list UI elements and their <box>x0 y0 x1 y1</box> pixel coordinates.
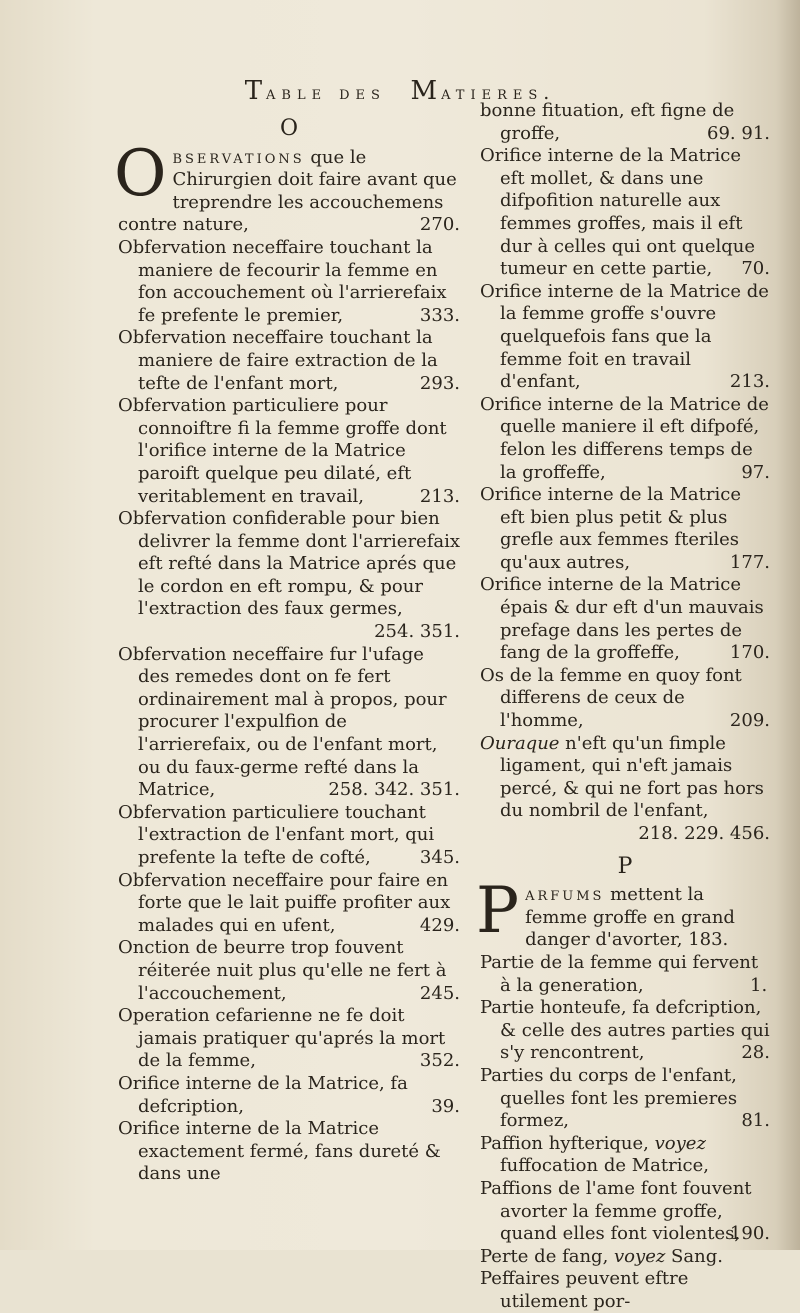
index-entry <box>480 1268 770 1313</box>
entry-page-ref: 245. <box>419 982 460 1004</box>
section-letter-o: O <box>279 116 299 141</box>
header-sc-1: able des <box>266 82 386 104</box>
entry-page-ref: 97. <box>741 461 770 483</box>
index-entry <box>118 870 460 938</box>
index-entry <box>480 997 770 1065</box>
entry-text: Partie honteufe, fa defcription, & celle des autres parties qui s'y rencontrent, <box>480 997 770 1064</box>
index-entry <box>480 1065 770 1133</box>
index-entry <box>480 665 770 733</box>
index-entry <box>118 237 460 327</box>
entry-text: Obfervation neceffaire fur l'ufage des remedes dont on fe fert ordinairement mal à propos, pour procurer l'expulfion de l'arrierefaix, ou de l'enfant mort, ou du faux-germe refté dans la Matrice, <box>118 643 447 801</box>
first-entry-p-sc: arfums <box>525 884 605 906</box>
index-entry <box>118 1118 460 1186</box>
entry-text: bonne fituation, eft figne de groffe, <box>480 100 735 144</box>
left-column <box>114 114 460 1186</box>
index-entry <box>118 1073 460 1118</box>
entry-page-ref: 69. 91. <box>707 122 770 144</box>
first-entry-p-text: mettent la femme groffe en grand danger d'avorter, <box>525 884 735 951</box>
entry-text: Operation cefarienne ne fe doit jamais pratiquer qu'aprés la mort de la femme, <box>118 1005 446 1072</box>
index-entry <box>118 802 460 870</box>
entry-text: Onction de beurre trop fouvent réiterée nuit plus qu'elle ne fert à l'accouchement, <box>118 937 447 1004</box>
first-entry-p <box>476 874 770 952</box>
index-entry <box>480 1133 770 1178</box>
entry-page-ref: 170. <box>729 642 770 664</box>
dropcap-o: O <box>114 136 167 211</box>
entry-text: Partie de la femme qui fervent à la generation, <box>480 951 759 996</box>
index-entry <box>118 1005 460 1073</box>
index-entry <box>480 281 770 394</box>
header-cap-2: M <box>410 76 442 106</box>
index-entry <box>480 394 770 484</box>
entry-text: Obfervation particuliere pour connoiftre fi la femme groffe dont l'orifice interne de la Matrice paroift quelque peu dilaté, eft veritablement en travail, <box>118 395 447 507</box>
index-entry <box>118 395 460 508</box>
left-entry-list <box>118 237 460 1186</box>
header-sc-2: atieres. <box>441 82 556 104</box>
index-entry: Partie de la femme qui fervent à la generation, 1. <box>480 951 768 996</box>
entry-page-ref: 254. 351. <box>374 621 460 643</box>
entry-page-ref: 28. <box>741 1042 770 1064</box>
section-letter-p: P <box>617 853 633 879</box>
index-entry <box>118 937 460 1005</box>
entry-text: Peffaires peuvent eftre utilement por- <box>480 1268 689 1312</box>
dropcap-p: P <box>476 874 520 949</box>
index-entry <box>480 145 770 281</box>
entry-page-ref: 345. <box>419 847 460 868</box>
entry-text: Obfervation neceffaire touchant la maniere de fecourir la femme en fon accouchement où l'arrierefaix fe prefente le premier, <box>118 236 447 326</box>
right-entry-list-p <box>480 952 770 1313</box>
entry-page-ref: 258. 342. 351. <box>328 779 460 801</box>
first-entry-sc: bservations <box>172 146 305 168</box>
entry-page-ref: 81. <box>741 1110 770 1132</box>
entry-text: Orifice interne de la Matrice de quelle maniere il eft difpofé, felon les differens temps de la groffeffe, <box>480 393 769 483</box>
right-entry-list-o <box>480 100 770 846</box>
index-entry <box>118 508 460 644</box>
entry-text: fuffocation de Matrice, <box>500 1155 709 1177</box>
entry-page-ref: 70. <box>741 258 770 280</box>
entry-page-ref: 429. <box>419 914 460 936</box>
entry-text: Orifice interne de la Matrice, fa defcription, <box>118 1072 408 1117</box>
index-entry <box>118 327 460 395</box>
entry-text: Obfervation confiderable pour bien delivrer la femme dont l'arrierefaix eft refté dans la Matrice aprés que le cordon en eft rompu, & pour l'extraction des faux germes, <box>118 508 460 620</box>
first-entry-page: 270. <box>419 214 460 236</box>
index-entry <box>480 1178 770 1246</box>
first-entry-text: que le Chirurgien doit faire avant que treprendre les accouchemens contre nature, <box>118 146 457 236</box>
first-entry-o <box>114 136 460 237</box>
entry-text: n'eft qu'un fimple ligament, qui n'eft jamais percé, & qui ne fort pas hors du nombril de l'enfant, <box>500 732 764 822</box>
index-entry <box>480 1246 770 1269</box>
entry-page-ref: 213. <box>729 371 770 393</box>
index-entry <box>118 644 460 802</box>
index-entry <box>480 733 770 846</box>
entry-page-ref: 293. <box>419 372 460 394</box>
entry-page-ref: 352. <box>419 1050 460 1072</box>
entry-text: Obfervation particuliere touchant l'extraction de l'enfant mort, qui prefente la tefte de cofté, <box>118 801 435 868</box>
entry-text: Orifice interne de la Matrice épais & dur eft d'un mauvais prefage dans les pertes de fang de la groffeffe, <box>480 574 764 664</box>
entry-text-italic: voyez <box>654 1132 706 1154</box>
entry-text: Obfervation neceffaire touchant la maniere de faire extraction de la tefte de l'enfant mort, <box>118 327 438 394</box>
index-entry <box>480 574 770 664</box>
entry-text: Parties du corps de l'enfant, quelles font les premieres formez, <box>480 1064 738 1132</box>
entry-page-ref: 209. <box>729 710 770 732</box>
entry-page-ref: 218. 229. 456. <box>638 823 770 844</box>
right-column <box>476 100 770 1313</box>
entry-text: Orifice interne de la Matrice de la femme groffe s'ouvre quelquefois fans que la femme foit en travail d'enfant, <box>480 280 769 393</box>
entry-text-italic: voyez <box>614 1245 666 1267</box>
entry-text: Orifice interne de la Matrice eft bien plus petit & plus grefle aux femmes fteriles qu'aux autres, <box>480 484 741 573</box>
first-entry-p-page: 183. <box>688 929 729 951</box>
entry-text: Orifice interne de la Matrice exactement fermé, fans dureté & dans une <box>118 1118 441 1185</box>
entry-page-ref: 39. <box>431 1095 460 1117</box>
entry-text: Os de la femme en quoy font differens de ceux de l'homme, <box>480 664 742 732</box>
entry-text: Sang. <box>665 1245 723 1267</box>
entry-text: Paffions de l'ame font fouvent avorter la femme groffe, quand elles font violentes, <box>480 1177 752 1245</box>
entry-text: Obfervation neceffaire pour faire en forte que le lait puiffe profiter aux malades qui en ufent, <box>118 869 451 936</box>
entry-page-ref: 177. <box>729 551 770 573</box>
entry-text-pre: Paffion hyfterique, <box>480 1132 655 1154</box>
entry-page-ref: 333. <box>419 304 460 326</box>
entry-page-ref: 213. <box>419 485 460 507</box>
entry-text-italic: Ouraque <box>480 732 560 754</box>
index-entry <box>480 484 770 574</box>
entry-text: Orifice interne de la Matrice eft mollet, & dans une difpofition naturelle aux femmes groffes, mais il eft dur à celles qui ont quelque tumeur en cette partie, <box>480 145 756 280</box>
entry-text-pre: Perte de fang, <box>480 1245 615 1267</box>
header-cap-1: T <box>244 76 267 106</box>
entry-page-ref: 190. <box>729 1223 770 1245</box>
index-entry <box>480 100 770 145</box>
